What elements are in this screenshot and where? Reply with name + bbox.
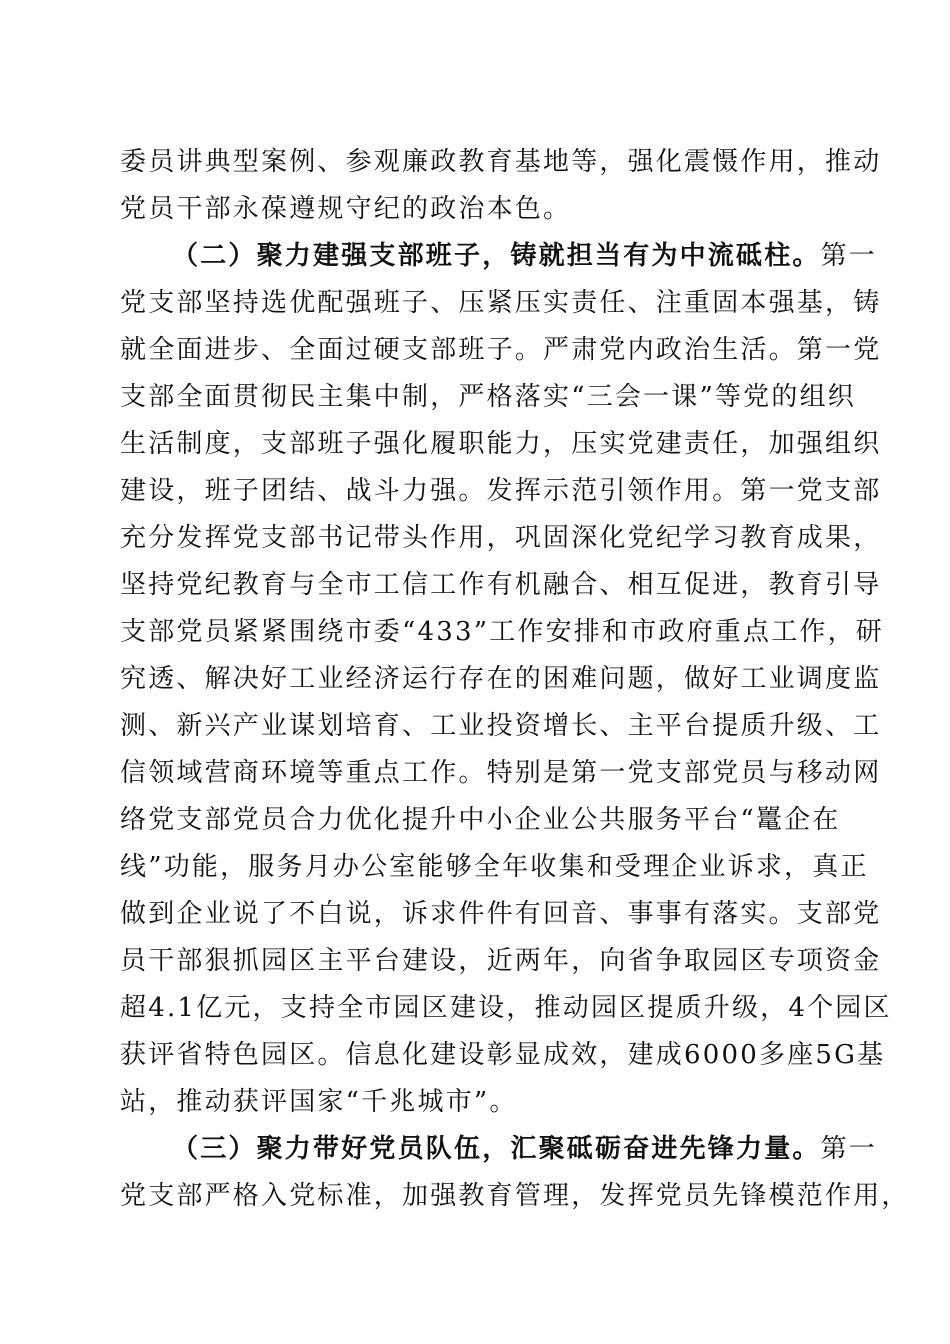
body-text-line: 充分发挥党支部书记带头作用，巩固深化党纪学习教育成果， (120, 523, 882, 553)
body-text-line: 员干部狠抓园区主平台建设，近两年，向省争取园区专项资金 (120, 946, 882, 976)
body-text-line: 生活制度，支部班子强化履职能力，压实党建责任，加强组织 (120, 429, 882, 459)
body-text-line: 测、新兴产业谋划培育、工业投资增长、主平台提质升级、工 (120, 711, 882, 741)
section-heading-line (172, 1129, 878, 1169)
body-text-line: 究透、解决好工业经济运行存在的困难问题，做好工业调度监 (120, 664, 882, 694)
body-text-line: 就全面进步、全面过硬支部班子。严肃党内政治生活。第一党 (120, 335, 882, 365)
body-text-line: 支部党员紧紧围绕市委“433”工作安排和市政府重点工作，研 (120, 617, 885, 647)
body-text-line: 超4.1亿元，支持全市园区建设，推动园区提质升级，4个园区 (120, 993, 892, 1023)
body-text-line: 党支部严格入党标准，加强教育管理，发挥党员先锋模范作用， (120, 1181, 910, 1211)
section-heading: （三）聚力带好党员队伍，汇聚砥砺奋进先锋力量。 (172, 1134, 821, 1164)
body-text-line: 党员干部永葆遵规守纪的政治本色。 (120, 194, 572, 224)
body-text-line: 信领域营商环境等重点工作。特别是第一党支部党员与移动网 (120, 758, 882, 788)
body-text-line: 建设，班子团结、战斗力强。发挥示范引领作用。第一党支部 (120, 476, 882, 506)
body-text-line: 做到企业说了不白说，诉求件件有回音、事事有落实。支部党 (120, 899, 882, 929)
section-heading-line (172, 236, 878, 276)
body-text-line: 络党支部党员合力优化提升中小企业公共服务平台“鼍企在 (120, 805, 841, 835)
body-text-line: 站，推动获评国家“千兆城市”。 (120, 1087, 518, 1117)
body-text: 第一 (820, 1134, 878, 1164)
body-text-line: 获评省特色园区。信息化建设彰显成效，建成6000多座5G基 (120, 1040, 886, 1070)
body-text-line: 党支部坚持选优配强班子、压紧压实责任、注重固本强基，铸 (120, 288, 882, 318)
body-text-line: 支部全面贯彻民主集中制，严格落实“三会一课”等党的组织 (120, 382, 856, 412)
body-text: 第一 (820, 241, 878, 271)
body-text-line: 线”功能，服务月办公室能够全年收集和受理企业诉求，真正 (120, 852, 869, 882)
body-text-line: 坚持党纪教育与全市工信工作有机融合、相互促进，教育引导 (120, 570, 882, 600)
section-heading: （二）聚力建强支部班子，铸就担当有为中流砥柱。 (172, 241, 821, 271)
body-text-line: 委员讲典型案例、参观廉政教育基地等，强化震慑作用，推动 (120, 147, 882, 177)
